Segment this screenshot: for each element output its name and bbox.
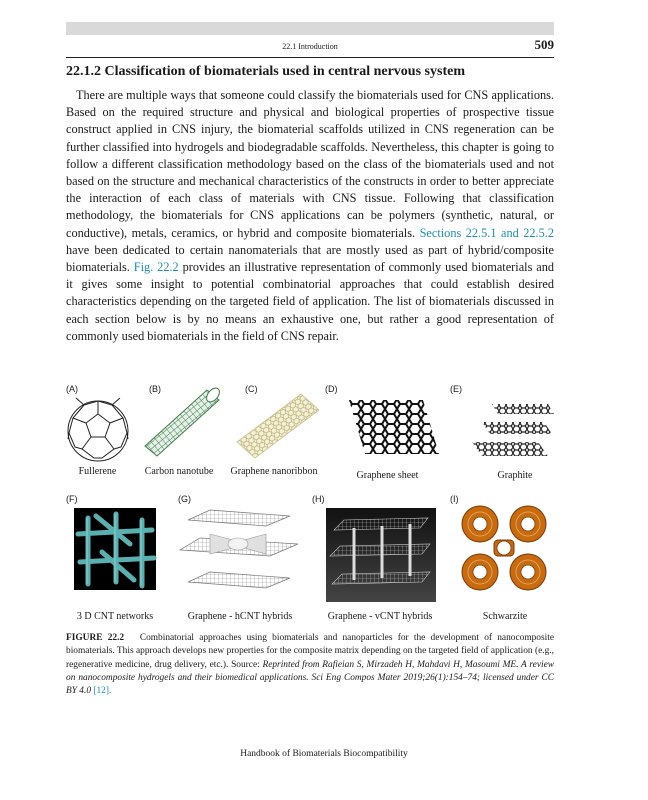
panel-caption-e: Graphite xyxy=(497,470,533,481)
panel-d xyxy=(325,384,450,489)
reference-link[interactable]: [12]. xyxy=(93,686,112,697)
panel-letter-b: (B) xyxy=(149,384,161,394)
fullerene-image xyxy=(60,384,135,474)
panel-letter-f: (F) xyxy=(66,494,78,504)
graphene-nanoribbon-image xyxy=(223,384,325,464)
running-head xyxy=(66,38,554,56)
panel-caption-c: Graphene nanoribbon xyxy=(230,466,318,477)
header-rule xyxy=(66,57,554,58)
panel-letter-a: (A) xyxy=(66,384,78,394)
panel-i xyxy=(450,494,560,624)
page-footer: Handbook of Biomaterials Biocompatibility xyxy=(240,749,408,759)
cnt-network-image xyxy=(60,494,170,604)
panel-letter-g: (G) xyxy=(178,494,191,504)
panel-f xyxy=(60,494,170,624)
figure-caption-source: Reprinted from Rafieian S, Mirzadeh H, Mahdavi H, Masoumi ME. A review on nanocomposite hydrogels and their biomedical applications. Sci Eng Compos Mater 2019;26(1):154–74; licensed under CC BY 4.0 xyxy=(66,659,554,697)
section-heading: 22.1.2 Classification of biomaterials used in central nervous system xyxy=(66,64,465,79)
panel-c xyxy=(223,384,325,489)
panel-letter-d: (D) xyxy=(325,384,338,394)
panel-caption-a: Fullerene xyxy=(78,466,117,477)
panel-caption-d: Graphene sheet xyxy=(356,470,419,481)
panel-e xyxy=(450,384,560,489)
panel-caption-i: Schwarzite xyxy=(482,611,528,622)
sections-cross-reference[interactable]: Sections 22.5.1 and 22.5.2 xyxy=(419,225,555,240)
panel-h xyxy=(310,494,450,624)
schwarzite-image xyxy=(450,494,560,606)
panel-caption-f: 3 D CNT networks xyxy=(76,611,154,622)
carbon-nanotube-image xyxy=(135,384,223,464)
graphite-image xyxy=(450,384,560,479)
panel-caption-g: Graphene - hCNT hybrids xyxy=(187,611,293,622)
panel-caption-h: Graphene - vCNT hybrids xyxy=(327,611,433,622)
panel-a xyxy=(60,384,135,489)
graphene-sheet-image xyxy=(325,384,450,479)
panel-letter-c: (C) xyxy=(245,384,258,394)
paragraph-part-2: have been dedicated to certain nanomaterials that are mostly used as part of hybrid/composite biomaterials. xyxy=(66,242,554,275)
figure-caption-label: FIGURE 22.2 xyxy=(66,633,125,643)
paragraph-part-1: There are multiple ways that someone could classify the biomaterials used for CNS applications. Based on the required structure and physical and biological properties of prospective tissue construct applied in CNS injury, the biomaterial scaffolds utilized in CNS regeneration can be further classified into hydrogels and biodegradable scaffolds. Nevertheless, this chapter is going to follow a different classification methodology based on the class of the biomaterials used and not based on the structure and mechanical characteristics of the constructs in order to better appreciate the interaction of each class of materials with CNS tissue. Following that classification methodology, the biomaterials for CNS applications can be polymers (synthetic, natural, or conductive), metals, ceramics, or hybrid and composite biomaterials. xyxy=(66,88,554,240)
panel-b xyxy=(135,384,223,489)
running-head-section: 22.1 Introduction xyxy=(282,42,338,51)
figure-caption xyxy=(66,632,554,698)
figure-caption-text: Combinatorial approaches using biomaterials and nanoparticles for the development of nanocomposite biomaterials. This approach develops new properties for the composite matrix depending on the targeted field of application (e.g., regenerative medicine, drug delivery, etc.). Source: xyxy=(66,633,555,670)
header-bar xyxy=(66,22,554,35)
graphene-hcnt-image xyxy=(170,494,310,606)
panel-caption-b: Carbon nanotube xyxy=(144,466,214,477)
panel-g xyxy=(170,494,310,624)
paragraph-part-3: provides an illustrative representation of commonly used biomaterials and it gives some insight to potential combinatorial approaches that could establish desired characteristics depending on the targeted field of application. The list of biomaterials discussed in each section below is by no means an exhaustive one, but rather a good representation of commonly used biomaterials in the field of CNS repair. xyxy=(66,260,555,343)
graphene-vcnt-image xyxy=(310,494,450,606)
figure-cross-reference[interactable]: Fig. 22.2 xyxy=(133,260,179,275)
panel-letter-h: (H) xyxy=(312,494,325,504)
page-number: 509 xyxy=(534,37,554,52)
panel-letter-i: (I) xyxy=(450,494,459,504)
body-paragraph xyxy=(66,87,554,345)
panel-letter-e: (E) xyxy=(450,384,462,394)
figure-22-2 xyxy=(60,384,560,628)
